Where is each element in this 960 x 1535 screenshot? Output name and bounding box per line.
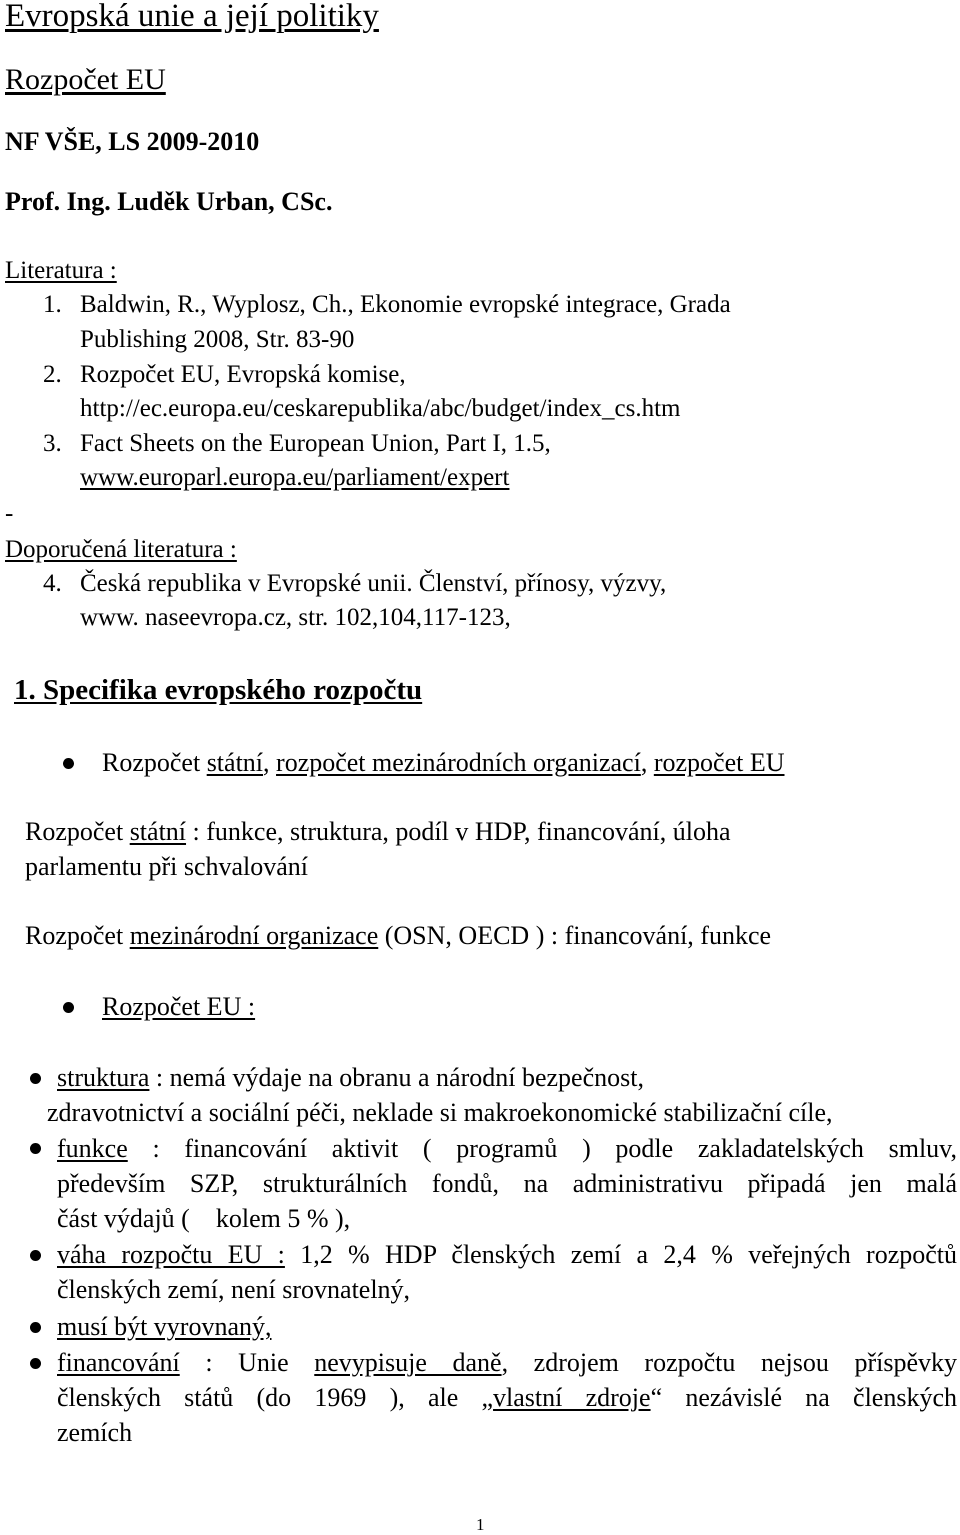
bullet-icon: [63, 1002, 74, 1013]
document-title: Evropská unie a její politiky: [5, 0, 379, 34]
list-text: Publishing 2008, Str. 83-90: [80, 326, 355, 353]
list-text: Rozpočet EU, Evropská komise,: [80, 361, 406, 388]
paragraph-line: parlamentu při schvalování: [25, 852, 309, 881]
bullet-icon: [30, 1073, 41, 1084]
bullet-icon: [63, 758, 74, 769]
list-number: 2.: [43, 361, 62, 388]
item-text: členských států (do 1969 ), ale „vlastní zdroje“ nezávislé na členských: [57, 1383, 957, 1412]
bullet-text: Rozpočet státní, rozpočet mezinárodních organizací, rozpočet EU: [102, 748, 785, 777]
list-number: 3.: [43, 430, 62, 457]
list-number: 4.: [43, 570, 62, 597]
recommended-heading: Doporučená literatura :: [5, 536, 237, 563]
section-heading: 1. Specifika evropského rozpočtu: [14, 674, 423, 706]
item-text: zdravotnictví a sociální péči, neklade si makroekonomické stabilizační cíle,: [47, 1098, 833, 1127]
item-text: musí být vyrovnaný,: [57, 1312, 272, 1341]
bullet-text: Rozpočet EU :: [102, 992, 256, 1021]
link[interactable]: http://ec.europa.eu/ceskarepublika/abc/budget/index_cs.htm: [80, 395, 681, 422]
bullet-icon: [30, 1322, 41, 1333]
paragraph-line: Rozpočet státní : funkce, struktura, podíl v HDP, financování, úloha: [25, 817, 731, 846]
list-text: www. naseevropa.cz, str. 102,104,117-123,: [80, 604, 511, 631]
literature-heading: Literatura :: [5, 257, 117, 284]
course-info: NF VŠE, LS 2009-2010: [5, 127, 260, 156]
paragraph-intl-budget: Rozpočet mezinárodní organizace (OSN, OECD ) : financování, funkce: [25, 921, 772, 950]
item-text: struktura : nemá výdaje na obranu a národní bezpečnost,: [57, 1063, 644, 1092]
item-text: financování : Unie nevypisuje daně, zdrojem rozpočtu nejsou příspěvky: [57, 1348, 957, 1377]
list-text: Fact Sheets on the European Union, Part I, 1.5,: [80, 430, 551, 457]
list-text: Baldwin, R., Wyplosz, Ch., Ekonomie evropské integrace, Grada: [80, 291, 731, 318]
bullet-icon: [30, 1358, 41, 1369]
bullet-icon: [30, 1250, 41, 1261]
item-text: zemích: [57, 1418, 133, 1447]
list-text: Česká republika v Evropské unii. Členství, přínosy, výzvy,: [80, 570, 667, 597]
item-text: funkce : financování aktivit ( programů ) podle zakladatelských smluv,: [57, 1134, 957, 1163]
document-subtitle: Rozpočet EU: [5, 63, 166, 96]
page-number: 1: [476, 1515, 485, 1534]
item-text: část výdajů ( kolem 5 % ),: [57, 1204, 351, 1233]
item-text: váha rozpočtu EU : 1,2 % HDP členských zemí a 2,4 % veřejných rozpočtů: [57, 1240, 957, 1269]
item-text: členských zemí, není srovnatelný,: [57, 1275, 411, 1304]
bullet-icon: [30, 1143, 41, 1154]
link[interactable]: www.europarl.europa.eu/parliament/expert: [80, 464, 510, 491]
item-text: především SZP, strukturálních fondů, na administrativu připadá jen malá: [57, 1169, 957, 1198]
dash-marker: -: [5, 500, 14, 527]
list-number: 1.: [43, 291, 62, 318]
author: Prof. Ing. Luděk Urban, CSc.: [5, 187, 333, 216]
